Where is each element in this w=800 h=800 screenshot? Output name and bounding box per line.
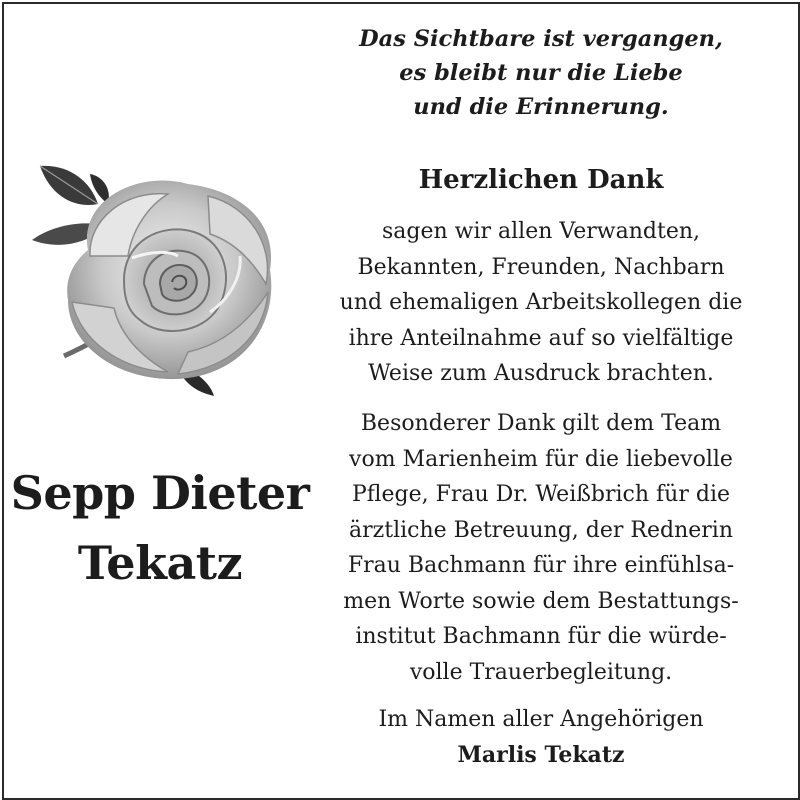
- thanks-paragraph: [300, 214, 782, 392]
- rose-icon: [28, 160, 298, 400]
- motto-line: es bleibt nur die Liebe: [399, 60, 683, 86]
- paragraph-line: institut Bachmann für die würde-: [355, 624, 727, 649]
- paragraph-line: Besonderer Dank gilt dem Team: [360, 411, 722, 436]
- paragraph-line: sagen wir allen Verwandten,: [381, 219, 701, 244]
- paragraph-line: und ehemaligen Arbeitskollegen die: [339, 290, 743, 315]
- signer-name: Marlis Tekatz: [457, 741, 625, 768]
- motto-quote: [312, 22, 770, 124]
- paragraph-line: Bekannten, Freunden, Nachbarn: [357, 254, 725, 280]
- motto-line: Das Sichtbare ist vergangen,: [359, 26, 723, 52]
- special-thanks-paragraph: [300, 406, 782, 690]
- deceased-name-line: Sepp Dieter: [10, 466, 310, 520]
- motto-line: und die Erinnerung.: [413, 94, 669, 120]
- paragraph-line: volle Trauerbegleitung.: [409, 659, 673, 685]
- deceased-name-line: Tekatz: [77, 536, 243, 590]
- paragraph-line: vom Marienheim für die liebevolle: [349, 446, 733, 472]
- paragraph-line: ihre Anteilnahme auf so vielfältige: [348, 325, 734, 351]
- signature-line: Im Namen aller Angehörigen: [378, 707, 704, 732]
- paragraph-line: Weise zum Ausdruck brachten.: [368, 361, 714, 386]
- paragraph-line: ärztliche Betreuung, der Rednerin: [349, 517, 733, 543]
- thanks-heading: Herzlichen Dank: [418, 165, 664, 195]
- paragraph-line: Pflege, Frau Dr. Weißbrich für die: [351, 482, 731, 507]
- deceased-name: [4, 458, 316, 598]
- paragraph-line: men Worte sowie dem Bestattungs-: [343, 588, 739, 614]
- paragraph-line: Frau Bachmann für ihre einfühlsa-: [347, 553, 735, 578]
- signature-block: [300, 702, 782, 773]
